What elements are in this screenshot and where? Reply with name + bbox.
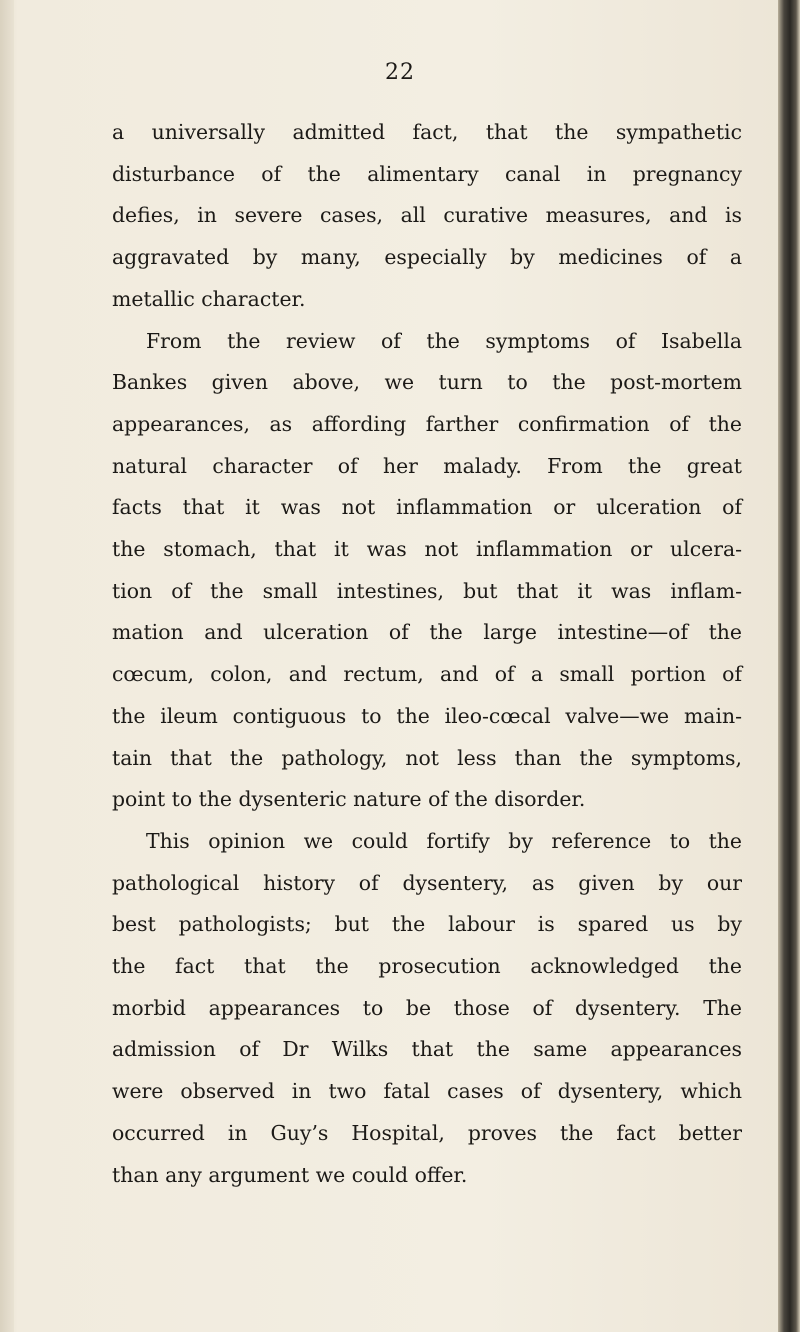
page-left-edge: [0, 0, 14, 1332]
text-line: occurred in Guy’s Hospital, proves the fact better: [112, 1120, 742, 1145]
text-line: were observed in two fatal cases of dysentery, which: [112, 1079, 742, 1104]
text-line: the fact that the prosecution acknowledged the: [112, 954, 742, 979]
text-line: the ileum contiguous to the ileo-cœcal valve—we main-: [112, 703, 742, 728]
text-line: From the review of the symptoms of Isabella: [146, 328, 742, 353]
text-line: tain that the pathology, not less than the symptoms,: [112, 745, 742, 770]
text-line: Bankes given above, we turn to the post-mortem: [112, 370, 742, 395]
text-line: natural character of her malady. From the great: [112, 453, 742, 478]
body-text: [112, 112, 742, 1196]
page-number: 22: [385, 60, 415, 85]
text-line: the stomach, that it was not inflammation or ulcera-: [112, 537, 742, 562]
text-line: This opinion we could fortify by reference to the: [146, 828, 742, 853]
book-spine-edge: [778, 0, 800, 1332]
text-line: defies, in severe cases, all curative measures, and is: [112, 203, 742, 228]
text-line: than any argument we could offer.: [112, 1162, 468, 1187]
text-line: aggravated by many, especially by medicines of a: [112, 245, 742, 270]
text-line: morbid appearances to be those of dysentery. The: [112, 995, 742, 1020]
text-line: best pathologists; but the labour is spared us by: [112, 912, 742, 937]
text-line: disturbance of the alimentary canal in pregnancy: [112, 161, 742, 186]
text-line: mation and ulceration of the large intestine—of the: [112, 620, 742, 645]
text-line: facts that it was not inflammation or ulceration of: [112, 495, 742, 520]
text-line: appearances, as affording farther confirmation of the: [112, 411, 742, 436]
text-line: tion of the small intestines, but that it was inflam-: [112, 578, 742, 603]
text-line: cœcum, colon, and rectum, and of a small portion of: [112, 662, 742, 687]
text-line: pathological history of dysentery, as given by our: [112, 870, 742, 895]
text-line: metallic character.: [112, 286, 306, 311]
text-line: admission of Dr Wilks that the same appearances: [112, 1037, 742, 1062]
text-line: point to the dysenteric nature of the disorder.: [112, 787, 586, 812]
text-line: a universally admitted fact, that the sympathetic: [112, 120, 742, 144]
